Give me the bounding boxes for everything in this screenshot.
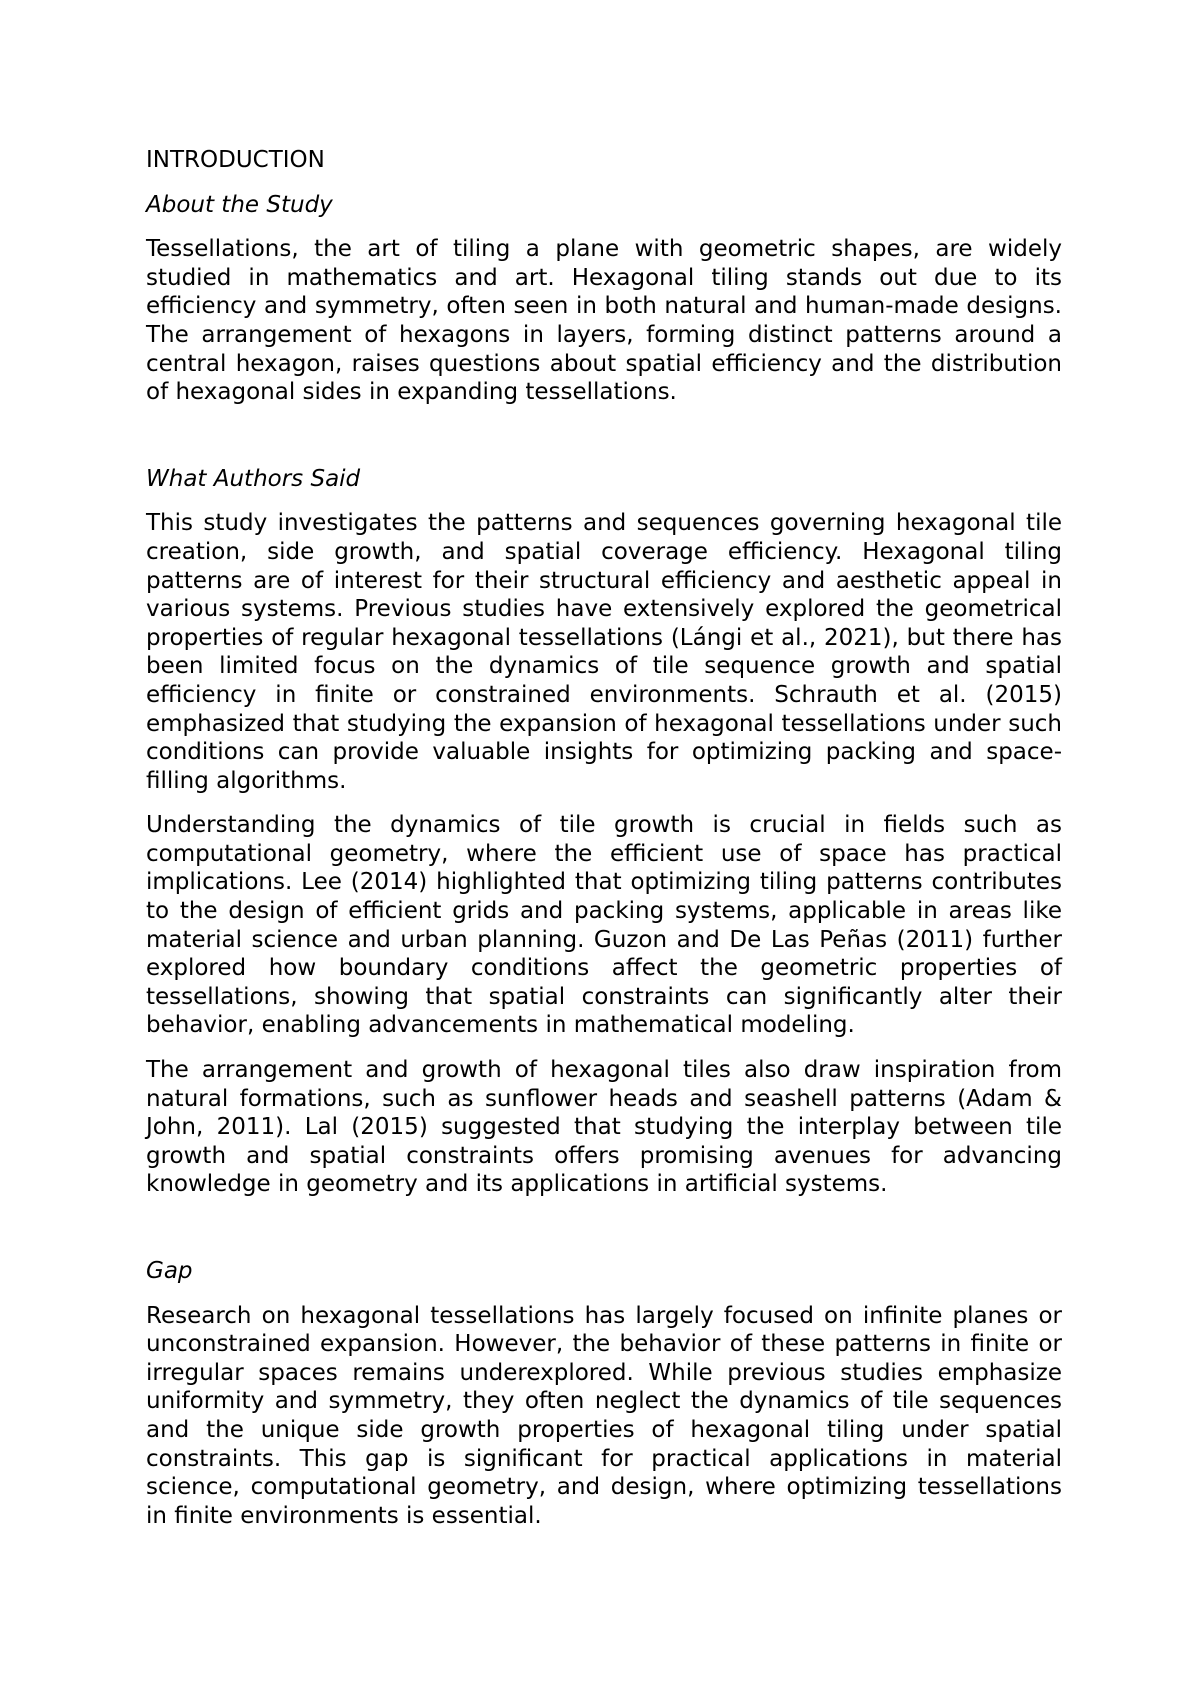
- paragraph-gap: Research on hexagonal tessellations has largely focused on infinite planes or unconstrained expansion. However, the behavior of these patterns in finite or irregular spaces remains underexplored. While previous studies emphasize uniformity and symmetry, they often neglect the dynamics of tile sequences and the unique side growth properties of hexagonal tiling under spatial constraints. This gap is significant for practical applications in material science, computational geometry, and design, where optimizing tessellations in finite environments is essential.: [146, 1302, 1062, 1529]
- paragraph-authors-2: Understanding the dynamics of tile growth is crucial in fields such as computational geometry, where the efficient use of space has practical implications. Lee (2014) highlighted that optimizing tiling patterns contributes to the design of efficient grids and packing systems, applicable in areas like material science and urban planning. Guzon and De Las Peñas (2011) further explored how boundary conditions affect the geometric properties of tessellations, showing that spatial constraints can significantly alter their behavior, enabling advancements in mathematical modeling.: [146, 812, 1062, 1039]
- subheading-about-the-study: About the Study: [146, 191, 333, 218]
- document-body: [146, 146, 1062, 1546]
- paragraph-authors-3: The arrangement and growth of hexagonal tiles also draw inspiration from natural formations, such as sunflower heads and seashell patterns (Adam & John, 2011). Lal (2015) suggested that studying the interplay between tile growth and spatial constraints offers promising avenues for advancing knowledge in geometry and its applications in artificial systems.: [146, 1057, 1062, 1198]
- subheading-what-authors-said: What Authors Said: [146, 465, 361, 492]
- section-heading-introduction: INTRODUCTION: [146, 147, 325, 173]
- subheading-gap: Gap: [146, 1258, 193, 1284]
- paragraph-about-the-study: Tessellations, the art of tiling a plane with geometric shapes, are widely studied in mathematics and art. Hexagonal tiling stands out due to its efficiency and symmetry, often seen in both natural and human-made designs. The arrangement of hexagons in layers, forming distinct patterns around a central hexagon, raises questions about spatial efficiency and the distribution of hexagonal sides in expanding tessellations.: [146, 236, 1062, 406]
- paragraph-authors-1: This study investigates the patterns and sequences governing hexagonal tile creation, side growth, and spatial coverage efficiency. Hexagonal tiling patterns are of interest for their structural efficiency and aesthetic appeal in various systems. Previous studies have extensively explored the geometrical properties of regular hexagonal tessellations (Lángi et al., 2021), but there has been limited focus on the dynamics of tile sequence growth and spatial efficiency in finite or constrained environments. Schrauth et al. (2015) emphasized that studying the expansion of hexagonal tessellations under such conditions can provide valuable insights for optimizing packing and space-filling algorithms.: [146, 510, 1062, 794]
